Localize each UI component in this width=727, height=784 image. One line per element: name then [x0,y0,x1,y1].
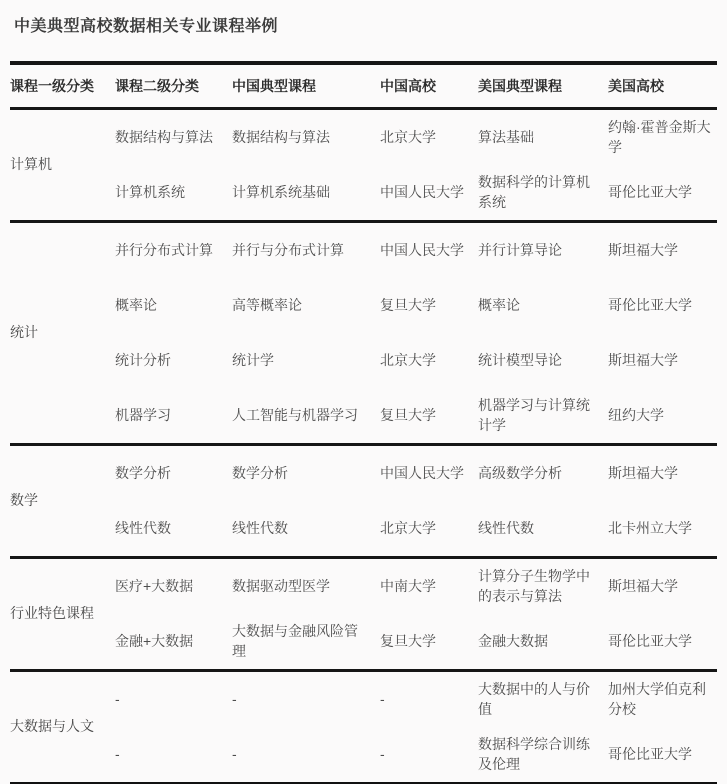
table-cell: - [380,690,385,707]
column-header-us-university: 美国高校 [608,78,664,94]
table-cell: 北京大学 [380,128,436,145]
table-cell: 概率论 [115,296,157,313]
column-header-us-course: 美国典型课程 [478,78,562,94]
table-cell: 北卡州立大学 [608,519,692,536]
table-cell: 计算分子生物学中的表示与算法 [478,568,590,604]
table-section [10,558,717,671]
table-cell: 斯坦福大学 [608,351,678,368]
table-cell: 并行分布式计算 [115,241,213,258]
table-cell: 数学分析 [232,464,288,481]
table-cell: 哥伦比亚大学 [608,296,692,313]
column-header-category-level2: 课程二级分类 [115,78,199,94]
table-cell: 线性代数 [115,519,171,536]
column-header-category-level1: 课程一级分类 [10,78,94,94]
table-row [10,727,717,784]
table-cell: 斯坦福大学 [608,577,678,594]
table-cell: - [232,745,237,762]
table-section [10,445,717,558]
table-cell: 医疗+大数据 [115,577,194,594]
table-cell: - [380,745,385,762]
table-cell: 数据结构与算法 [232,128,330,145]
table-cell: 计算机系统基础 [232,183,330,200]
table-row [10,278,717,333]
table-cell: 哥伦比亚大学 [608,183,692,200]
category-cell: 计算机 [10,156,52,173]
table-cell: 线性代数 [478,519,534,536]
table-row [10,671,717,728]
table-cell: 统计分析 [115,351,171,368]
table-cell: 数据科学综合训练及伦理 [478,736,590,772]
table-cell: 概率论 [478,296,520,313]
table-section [10,109,717,222]
table-cell: 高级数学分析 [478,464,562,481]
table-cell: 数据结构与算法 [115,128,213,145]
table-cell: 并行与分布式计算 [232,241,344,258]
table-cell: 中南大学 [380,577,436,594]
table-cell: 中国人民大学 [380,464,464,481]
table-cell: 线性代数 [232,519,288,536]
table-row [10,445,717,502]
table-cell: 斯坦福大学 [608,241,678,258]
table-cell: 算法基础 [478,128,534,145]
table-row [10,165,717,222]
page-title: 中美典型高校数据相关专业课程举例 [14,18,279,35]
table-cell: 人工智能与机器学习 [232,406,358,423]
category-cell: 大数据与人文 [10,718,94,735]
table-cell: 复旦大学 [380,406,436,423]
table-section [10,671,717,784]
table-cell: 统计学 [232,351,274,368]
category-cell: 数学 [10,492,38,509]
table-cell: 北京大学 [380,519,436,536]
table-row [10,501,717,558]
table-cell: 数据驱动型医学 [232,577,330,594]
table-cell: 数学分析 [115,464,171,481]
table-cell: 大数据与金融风险管理 [232,623,358,659]
table-cell: - [115,690,120,707]
column-header-china-course: 中国典型课程 [232,78,316,94]
table-cell: - [115,745,120,762]
table-row [10,558,717,615]
table-cell: 统计模型导论 [478,351,562,368]
table-row [10,614,717,671]
course-table [10,61,717,784]
table-cell: 机器学习与计算统计学 [478,397,590,433]
table-cell: 北京大学 [380,351,436,368]
table-cell: 金融+大数据 [115,632,194,649]
table-cell: 金融大数据 [478,632,548,649]
table-cell: 机器学习 [115,406,171,423]
table-cell: 中国人民大学 [380,183,464,200]
table-cell: 斯坦福大学 [608,464,678,481]
table-cell: 哥伦比亚大学 [608,632,692,649]
table-cell: 加州大学伯克利分校 [608,681,706,717]
category-cell: 统计 [10,324,38,341]
table-section [10,222,717,445]
column-header-china-university: 中国高校 [380,78,436,94]
table-row [10,109,717,166]
table-cell: 中国人民大学 [380,241,464,258]
table-cell: 复旦大学 [380,632,436,649]
table-row [10,333,717,388]
table-cell: 约翰·霍普金斯大学 [608,119,711,155]
table-cell: 大数据中的人与价值 [478,681,590,717]
table-cell: - [232,690,237,707]
table-cell: 并行计算导论 [478,241,562,258]
table-row [10,388,717,445]
table-cell: 哥伦比亚大学 [608,745,692,762]
table-cell: 数据科学的计算机系统 [478,174,590,210]
category-cell: 行业特色课程 [10,605,94,622]
table-header-row [10,63,717,109]
table-cell: 复旦大学 [380,296,436,313]
table-cell: 纽约大学 [608,406,664,423]
table-cell: 高等概率论 [232,296,302,313]
table-cell: 计算机系统 [115,183,185,200]
table-row [10,222,717,279]
